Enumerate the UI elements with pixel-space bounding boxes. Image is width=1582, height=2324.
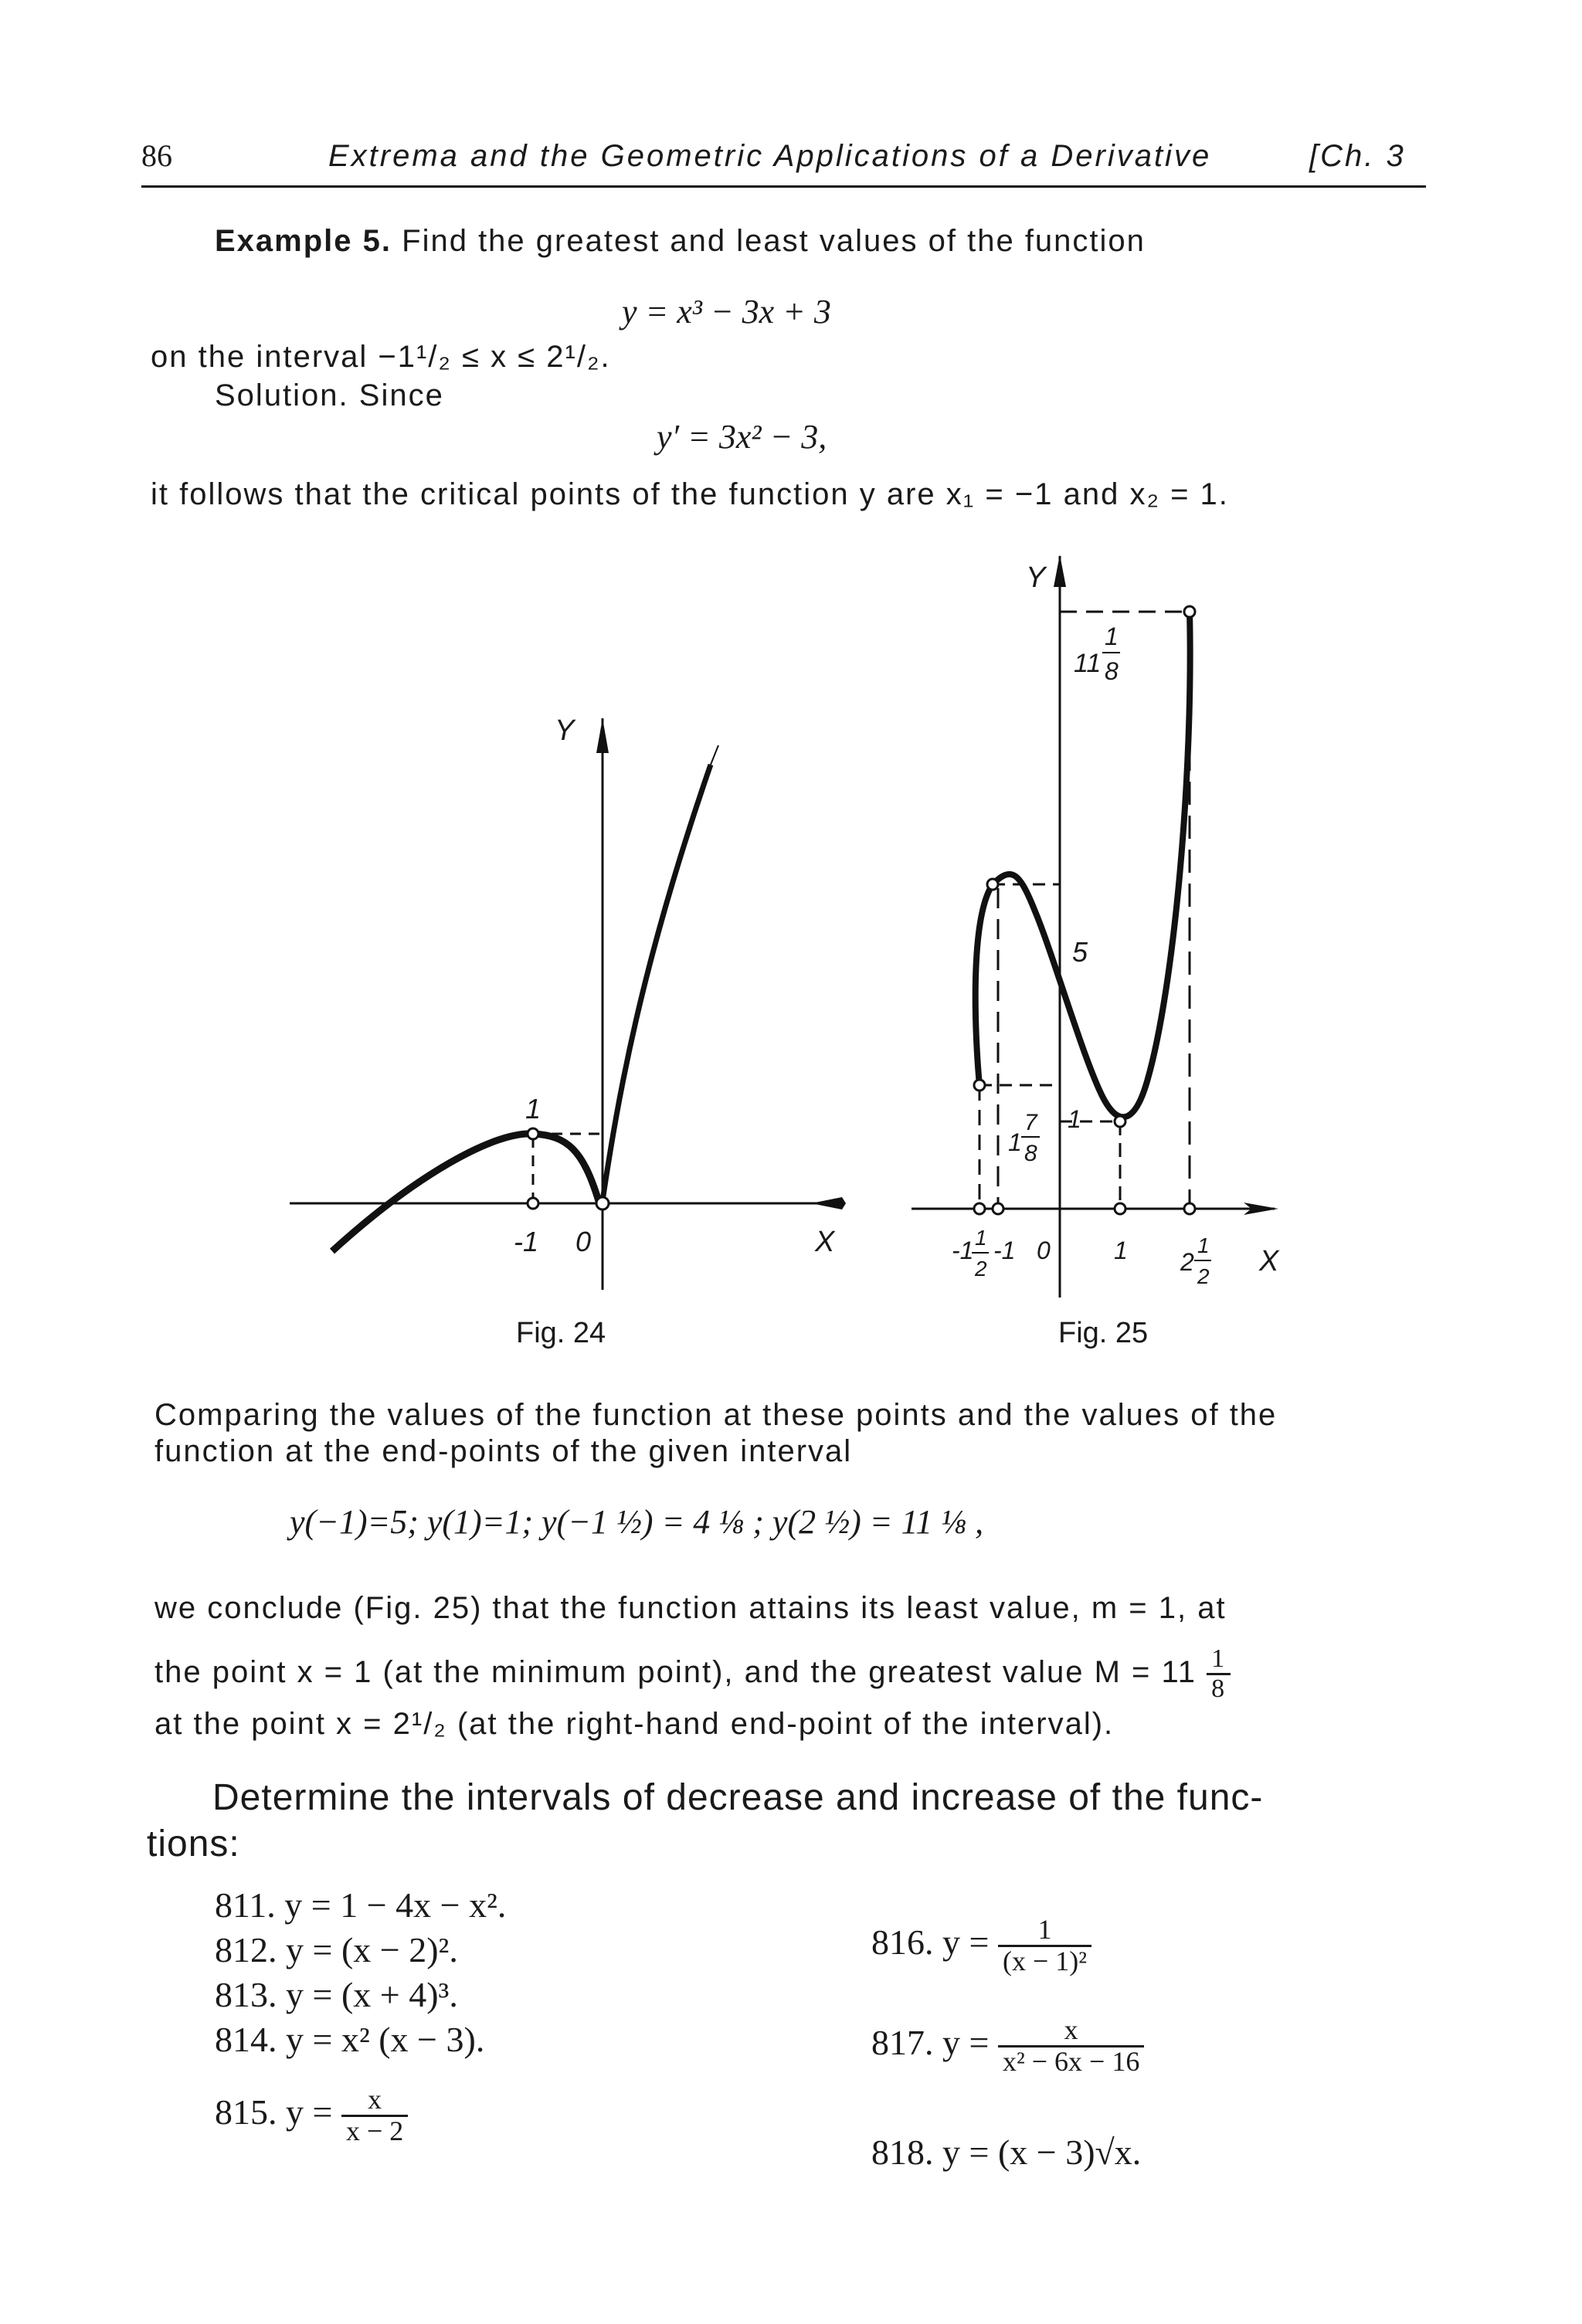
fig25-tick-right-num: 1 [1197, 1233, 1210, 1257]
exercise-817 [871, 2016, 1144, 2077]
since-text: Since [358, 378, 444, 412]
fig24-tick-point [528, 1198, 538, 1209]
conclusion-fraction-num: 1 [1207, 1645, 1231, 1675]
fig25-y-label: Y [1026, 561, 1046, 594]
conclusion-line-2-text: the point x = 1 (at the minimum point), and the greatest value M = 11 [154, 1654, 1197, 1689]
header-rule [141, 185, 1426, 188]
fig24-curve-left [332, 1134, 599, 1251]
fig25-tick-1 [1115, 1203, 1125, 1214]
conclusion-line-1: we conclude (Fig. 25) that the function attains its least value, m = 1, at [154, 1591, 1227, 1625]
fig25-origin-label: 0 [1037, 1237, 1051, 1264]
example-statement [215, 224, 1146, 259]
exercise-816-num: 1 [998, 1915, 1091, 1947]
conclusion-fraction-den: 8 [1211, 1674, 1227, 1703]
fig25-caption: Fig. 25 [1058, 1317, 1149, 1349]
fig25-top-num: 1 [1105, 623, 1119, 650]
exercise-815 [215, 2085, 408, 2146]
fig24-x-label: X [815, 1226, 835, 1258]
fig25-tick-right-whole: 2 [1180, 1248, 1194, 1276]
fig25-max-point [987, 879, 998, 890]
function-values: y(−1)=5; y(1)=1; y(−1 ½) = 4 ⅛ ; y(2 ½) = 11 ⅛ , [290, 1503, 984, 1541]
exercise-815-fraction [341, 2085, 408, 2146]
fig25-tick-right [1184, 1203, 1195, 1214]
fig24-value-1: 1 [525, 1093, 541, 1125]
fig24-origin-label: 0 [575, 1226, 592, 1257]
comparison-line-2: function at the end-points of the given interval [154, 1434, 853, 1468]
fig24-x-arrow [811, 1197, 846, 1209]
fig25-curve [976, 612, 1190, 1117]
conclusion-line-3: at the point x = 2¹/₂ (at the right-hand end-point of the interval). [154, 1707, 1115, 1741]
exercise-heading-line-2: tions: [147, 1824, 240, 1864]
exercise-817-den: x² − 6x − 16 [1002, 2045, 1140, 2077]
figure-25 [888, 541, 1290, 1305]
fig25-top-whole: 11 [1074, 649, 1102, 678]
fig24-y-label: Y [555, 714, 575, 747]
derivative-formula: y′ = 3x² − 3, [657, 418, 827, 456]
fig24-max-point [528, 1128, 538, 1139]
fig24-origin-point [596, 1197, 609, 1209]
exercise-814: 814. y = x² (x − 3). [215, 2020, 485, 2059]
fig24-curve-right [603, 765, 711, 1201]
fig25-value-5: 5 [1072, 936, 1088, 968]
fig24-tick-minus1: -1 [514, 1226, 539, 1257]
exercise-816-lead: 816. y = [871, 1922, 990, 1962]
fig24-caption: Fig. 24 [516, 1317, 606, 1349]
fig25-tick-left [974, 1203, 985, 1214]
fig25-tick-left-whole: -1 [952, 1237, 974, 1264]
fig25-tick-minus1 [993, 1203, 1003, 1214]
conclusion-fraction [1207, 1645, 1231, 1702]
interval-text: on the interval −1¹/₂ ≤ x ≤ 2¹/₂. [151, 340, 611, 374]
page-number: 86 [141, 138, 172, 173]
fig25-top-den: 8 [1105, 657, 1119, 685]
exercise-816-fraction [998, 1915, 1091, 1976]
exercise-heading-line-1: Determine the intervals of decrease and increase of the func- [212, 1777, 1264, 1818]
comparison-line-1: Comparing the values of the function at these points and the values of the [154, 1398, 1278, 1432]
fig25-tick-left-den: 2 [975, 1257, 987, 1281]
fig25-tick-1-label: 1 [1114, 1237, 1128, 1264]
fig25-low-whole: 1 [1008, 1128, 1022, 1156]
example-text: Find the greatest and least values of the function [402, 224, 1146, 258]
conclusion-line-2 [154, 1645, 1231, 1702]
exercise-816 [871, 1915, 1091, 1976]
exercise-815-den: x − 2 [345, 2115, 404, 2146]
running-title: Extrema and the Geometric Applications of a Derivative [328, 139, 1212, 173]
fig25-end-point [1184, 606, 1195, 617]
exercise-812: 812. y = (x − 2)². [215, 1930, 458, 1969]
solution-label: Solution. [215, 378, 349, 412]
fig25-min-point [1115, 1116, 1125, 1127]
function-formula: y = x³ − 3x + 3 [622, 293, 831, 331]
exercise-817-num: x [998, 2016, 1144, 2047]
exercise-818: 818. y = (x − 3)√x. [871, 2132, 1142, 2172]
fig25-start-point [974, 1080, 985, 1091]
exercise-815-num: x [341, 2085, 408, 2117]
fig25-low-den: 8 [1024, 1141, 1037, 1166]
fig24-curve-tip [711, 745, 718, 765]
critical-points-text: it follows that the critical points of the function y are x₁ = −1 and x₂ = 1. [151, 477, 1229, 511]
exercise-817-fraction [998, 2016, 1144, 2077]
solution-line [215, 378, 444, 413]
exercise-817-lead: 817. y = [871, 2022, 990, 2062]
exercise-816-den: (x − 1)² [1002, 1945, 1088, 1976]
fig25-tick-left-num: 1 [975, 1226, 987, 1250]
exercise-811: 811. y = 1 − 4x − x². [215, 1885, 507, 1925]
fig25-low-num: 7 [1024, 1110, 1037, 1135]
fig25-tick-minus1-label: -1 [993, 1237, 1016, 1264]
fig25-value-1: 1 [1068, 1105, 1081, 1133]
fig25-x-label: X [1259, 1245, 1279, 1277]
exercise-813: 813. y = (x + 4)³. [215, 1975, 458, 2014]
fig24-y-arrow [596, 718, 609, 753]
exercise-815-lead: 815. y = [215, 2092, 333, 2132]
example-lead: Example 5. [215, 224, 392, 258]
fig25-y-arrow [1054, 555, 1066, 587]
chapter-label: [Ch. 3 [1309, 139, 1406, 173]
fig25-tick-right-den: 2 [1197, 1264, 1210, 1288]
figure-24 [278, 695, 881, 1313]
